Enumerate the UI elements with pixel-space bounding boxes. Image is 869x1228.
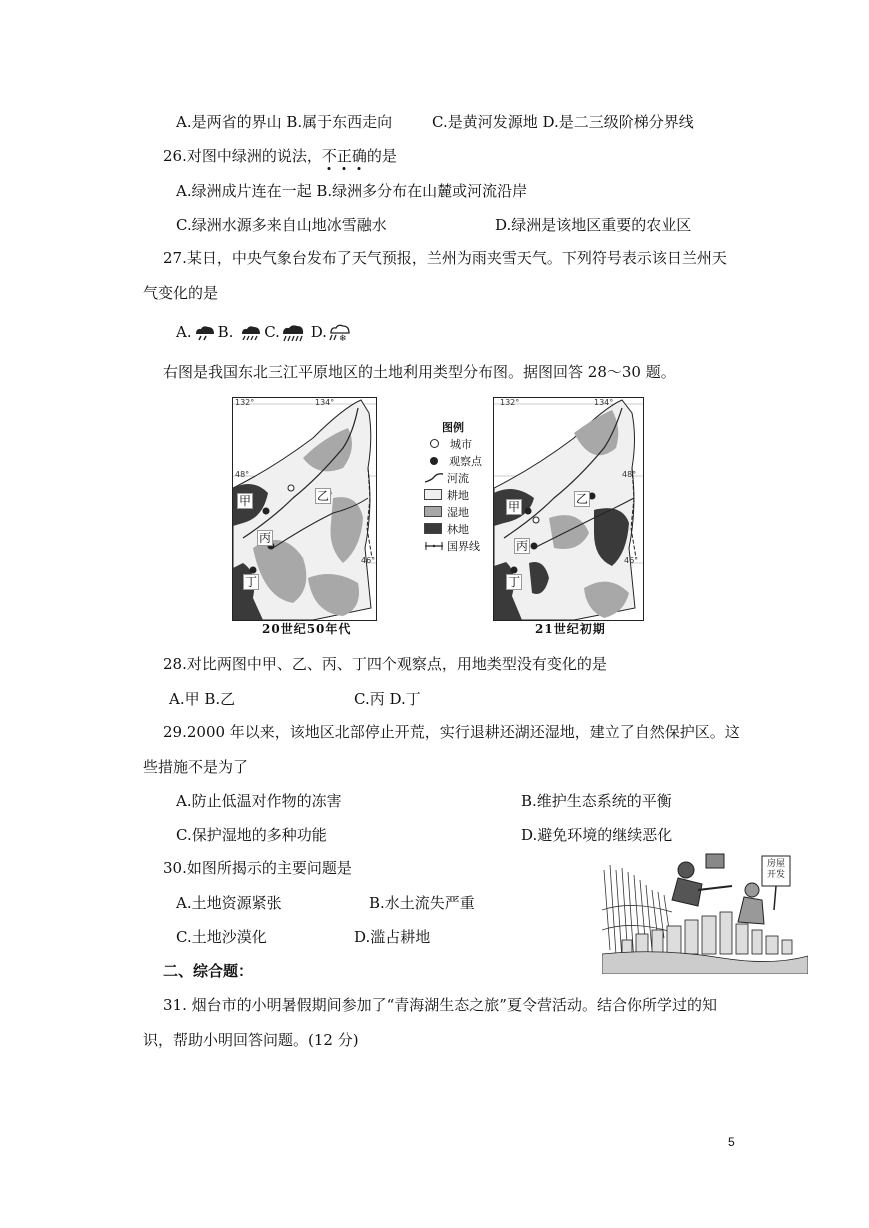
map-2000s-station-jia: 甲 (508, 500, 521, 514)
map-1950s-station-jia: 甲 (239, 494, 252, 508)
q29-stem-line2: 些措施不是为了 (143, 758, 249, 776)
map-1950s-station-ding: 丁 (245, 575, 258, 589)
q30-cartoon (602, 850, 808, 974)
q30-option-b: B.水土流失严重 (369, 894, 475, 912)
map-1950s-coord-134: 134° (315, 398, 335, 407)
map-2000s-coord-48: 48° (622, 470, 637, 479)
map-2000s-coord-134: 134° (594, 398, 614, 407)
map-2000s-station-bing: 丙 (516, 539, 529, 553)
legend-river-icon (424, 472, 444, 484)
q30-stem: 30.如图所揭示的主要问题是 (163, 859, 352, 877)
legend-city: 城市 (424, 435, 482, 452)
legend-title: 图例 (442, 420, 464, 434)
legend-river: 河流 (424, 469, 482, 486)
legend-farm: 耕地 (424, 486, 482, 503)
q31-stem-line1: 31. 烟台市的小明暑假期间参加了“青海湖生态之旅”夏令营活动。结合你所学过的知 (163, 996, 717, 1014)
map-1950s-city-dot (288, 485, 294, 491)
q29-option-c: C.保护湿地的多种功能 (176, 826, 327, 844)
heavy-rain-icon (239, 324, 263, 342)
legend-border-icon (424, 540, 444, 552)
q28-stem: 28.对比两图中甲、乙、丙、丁四个观察点，用地类型没有变化的是 (163, 655, 607, 673)
legend-obs: 观察点 (424, 452, 482, 469)
storm-rain-icon (281, 324, 305, 342)
svg-text:❄: ❄ (338, 334, 347, 342)
map-2000s-station-yi: 乙 (576, 492, 589, 506)
q30-option-c: C.土地沙漠化 (176, 928, 267, 946)
map-2000s-coord-46: 46° (624, 556, 639, 565)
legend-farm-swatch (424, 489, 442, 500)
q27-stem-line2: 气变化的是 (143, 284, 219, 302)
legend-wet-swatch (424, 506, 442, 517)
q29-stem-line1: 29.2000 年以来，该地区北部停止开荒，实行退耕还湖还湿地，建立了自然保护区。这 (163, 723, 740, 741)
map-1950s-station-ding-dot (250, 567, 257, 574)
map-1950s (232, 397, 377, 621)
map-2000s-station-ding: 丁 (508, 575, 521, 589)
legend-obs-icon (430, 457, 438, 465)
q26-option-c: C.绿洲水源多来自山地冰雪融水 (176, 216, 387, 234)
map-1950s-station-bing: 丙 (259, 531, 272, 545)
section-comprehensive: 二、综合题： (163, 962, 254, 980)
q28-option-cd: C.丙 D.丁 (354, 690, 421, 708)
q30-option-d: D.滥占耕地 (354, 928, 431, 946)
map-1950s-station-jia-dot (263, 508, 270, 515)
q26-option-d: D.绿洲是该地区重要的农业区 (495, 216, 692, 234)
intro-28-30: 右图是我国东北三江平原地区的土地利用类型分布图。据图回答 28～30 题。 (163, 363, 676, 381)
q31-stem-line2: 识，帮助小明回答问题。(12 分) (143, 1031, 359, 1049)
map-2000s (493, 397, 644, 621)
cartoon-sign-text: 房屋开发 (766, 859, 785, 880)
page-number: 5 (728, 1135, 735, 1149)
q27-options: A. B. C. D. ❄ (176, 322, 353, 342)
map-1950s-caption: 20世纪50年代 (262, 622, 352, 636)
legend-forest-swatch (424, 523, 442, 534)
map-1950s-coord-132: 132° (235, 398, 255, 407)
q29-option-a: A.防止低温对作物的冻害 (176, 792, 342, 810)
q28-option-ab: A.甲 B.乙 (169, 690, 236, 708)
map-2000s-caption: 21世纪初期 (535, 622, 606, 636)
q29-option-d: D.避免环境的继续恶化 (521, 826, 673, 844)
q25-option-ab: A.是两省的界山 B.属于东西走向 (176, 113, 393, 131)
q26-option-ab: A.绿洲成片连在一起 B.绿洲多分布在山麓或河流沿岸 (176, 182, 528, 200)
rain-icon (193, 324, 217, 342)
map-legend (424, 418, 482, 554)
map-2000s-station-jia-dot (525, 508, 532, 515)
map-1950s-coord-46: 46° (361, 556, 376, 565)
legend-city-icon (430, 439, 439, 448)
q29-option-b: B.维护生态系统的平衡 (521, 792, 672, 810)
map-2000s-station-ding-dot (511, 567, 518, 574)
map-2000s-station-bing-dot (531, 543, 538, 550)
legend-forest: 林地 (424, 520, 482, 537)
q25-option-cd: C.是黄河发源地 D.是二三级阶梯分界线 (432, 113, 694, 131)
sleet-icon (328, 324, 352, 342)
q30-option-a: A.土地资源紧张 (176, 894, 282, 912)
map-2000s-city-dot (533, 517, 539, 523)
legend-border: 国界线 (424, 537, 482, 554)
map-2000s-coord-132: 132° (500, 398, 520, 407)
map-1950s-station-yi: 乙 (317, 489, 330, 503)
map-1950s-coord-48: 48° (235, 470, 250, 479)
q26-stem: 26.对图中绿洲的说法，不正确的是 (163, 147, 397, 165)
legend-wet: 湿地 (424, 503, 482, 520)
q27-stem-line1: 27.某日，中央气象台发布了天气预报，兰州为雨夹雪天气。下列符号表示该日兰州天 (163, 249, 727, 267)
